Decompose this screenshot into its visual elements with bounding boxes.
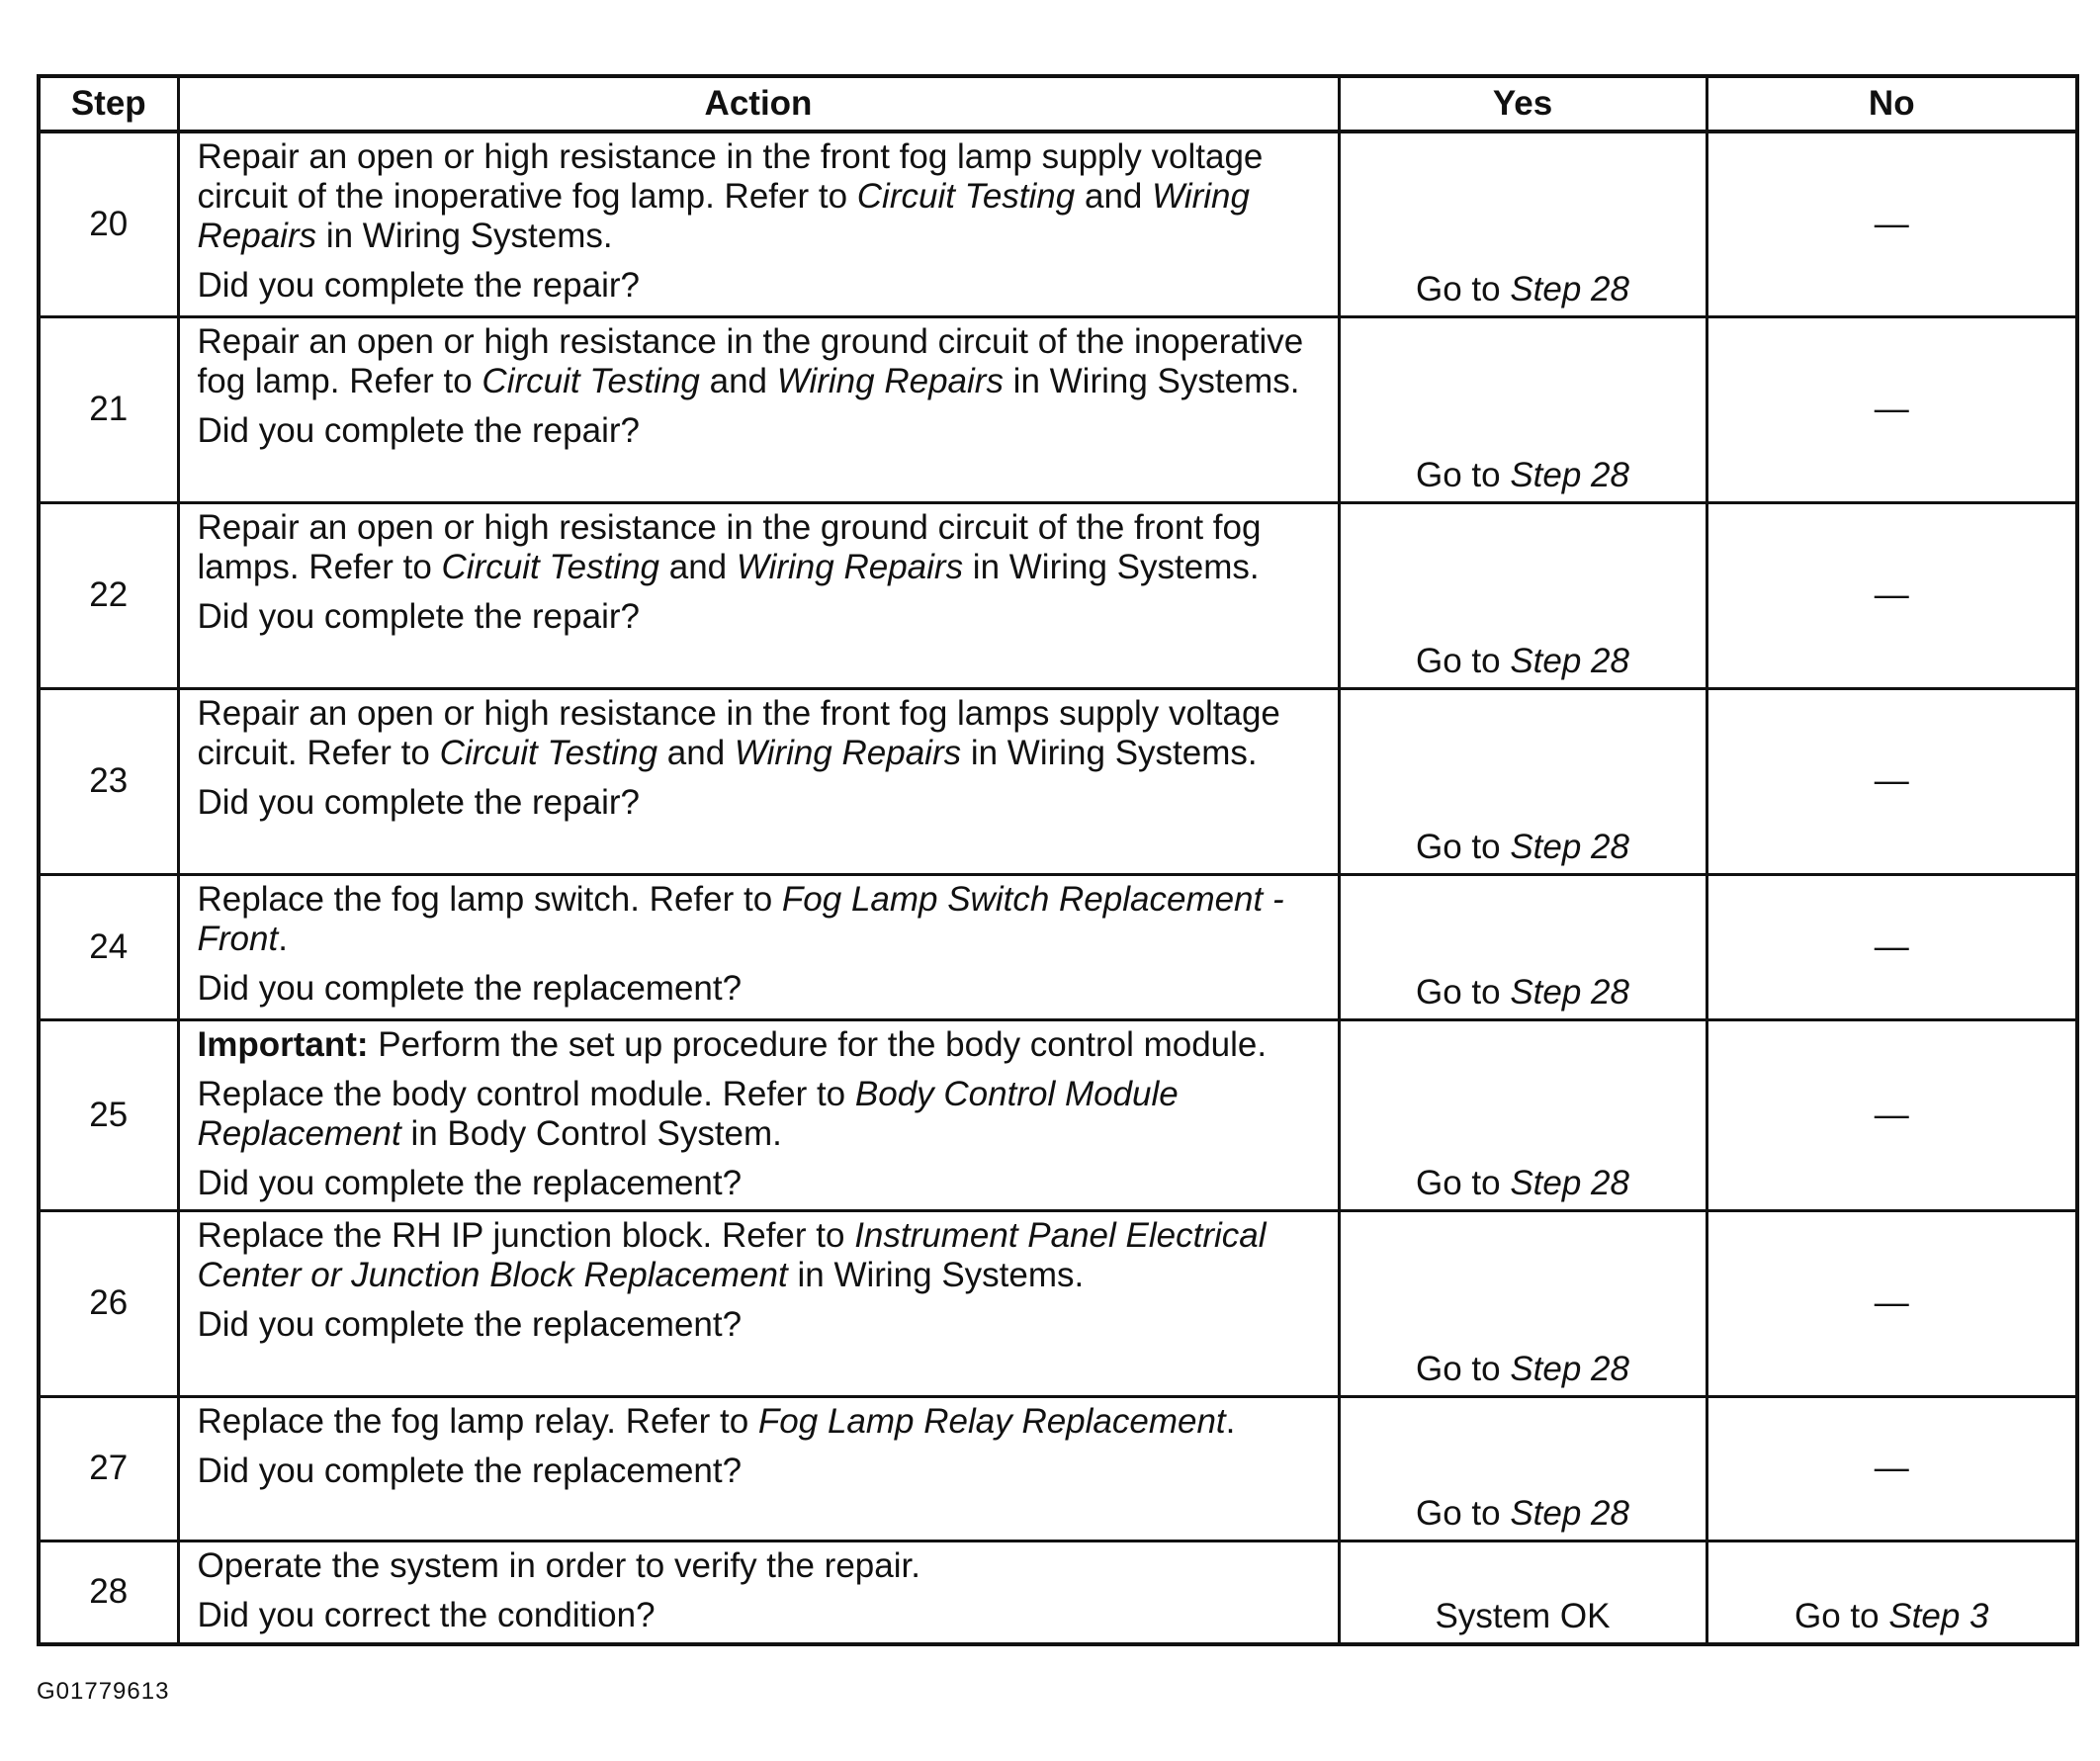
reference-title: Fog Lamp Switch Replacement - Front bbox=[197, 879, 1284, 958]
no-result bbox=[1706, 316, 2077, 502]
no-dash: — bbox=[1874, 204, 1909, 243]
action-text: Replace the body control module. Refer to bbox=[197, 1074, 855, 1113]
yes-prefix: Go to bbox=[1416, 1163, 1511, 1202]
step-number: 25 bbox=[39, 1019, 178, 1210]
yes-result bbox=[1339, 132, 1706, 316]
step-number: 20 bbox=[39, 132, 178, 316]
no-dash: — bbox=[1874, 1095, 1909, 1134]
reference-title: Circuit Testing bbox=[441, 547, 660, 586]
table-header-row bbox=[39, 76, 2077, 132]
step-number: 28 bbox=[39, 1541, 178, 1644]
no-result bbox=[1706, 132, 2077, 316]
no-result bbox=[1706, 502, 2077, 688]
yes-prefix: Go to bbox=[1416, 269, 1511, 308]
no-prefix: Go to bbox=[1794, 1597, 1889, 1635]
action-text: Repair an open or high resistance in the front fog lamp supply voltage circuit of the inoperative fog lamp. Refer to bbox=[197, 137, 1264, 216]
action-instruction bbox=[198, 880, 1326, 959]
yes-result bbox=[1339, 316, 1706, 502]
reference-title: Instrument Panel Electrical Center or Junction Block Replacement bbox=[197, 1215, 1267, 1294]
yes-prefix: Go to bbox=[1416, 827, 1511, 866]
no-result bbox=[1706, 1019, 2077, 1210]
action-cell bbox=[178, 874, 1339, 1019]
step-number: 23 bbox=[39, 688, 178, 874]
important-text: Perform the set up procedure for the body control module. bbox=[368, 1024, 1268, 1064]
header-action: Action bbox=[178, 76, 1339, 132]
no-result bbox=[1706, 1541, 2077, 1644]
yes-step-ref: Step 28 bbox=[1510, 641, 1629, 680]
action-text: Repair an open or high resistance in the ground circuit of the front fog lamps. Refer to bbox=[197, 507, 1262, 586]
yes-result bbox=[1339, 1541, 1706, 1644]
no-dash: — bbox=[1874, 575, 1909, 614]
diagnostic-table bbox=[37, 74, 2079, 1646]
yes-step-ref: Step 28 bbox=[1510, 269, 1629, 308]
action-text: Operate the system in order to verify the repair. bbox=[197, 1545, 920, 1585]
action-instruction bbox=[198, 137, 1326, 256]
action-text: in Wiring Systems. bbox=[787, 1255, 1085, 1294]
action-instruction bbox=[198, 1402, 1326, 1442]
action-cell bbox=[178, 502, 1339, 688]
step-number: 26 bbox=[39, 1210, 178, 1396]
action-question: Did you complete the repair? bbox=[197, 782, 640, 822]
action-text: Replace the RH IP junction block. Refer to bbox=[197, 1215, 855, 1255]
action-instruction bbox=[198, 694, 1326, 773]
action-cell bbox=[178, 1396, 1339, 1541]
action-question: Did you complete the repair? bbox=[197, 596, 640, 636]
action-question: Did you complete the replacement? bbox=[197, 1304, 743, 1344]
action-text: Replace the fog lamp relay. Refer to bbox=[197, 1401, 758, 1441]
reference-title: Fog Lamp Relay Replacement bbox=[757, 1401, 1226, 1441]
header-step: Step bbox=[39, 76, 178, 132]
action-text: in Wiring Systems. bbox=[961, 733, 1258, 772]
important-label: Important: bbox=[197, 1024, 369, 1064]
reference-title: Body Control Module Replacement bbox=[197, 1074, 1179, 1153]
yes-result bbox=[1339, 1210, 1706, 1396]
no-result bbox=[1706, 874, 2077, 1019]
reference-title: Circuit Testing bbox=[439, 733, 658, 772]
step-number: 24 bbox=[39, 874, 178, 1019]
no-result bbox=[1706, 1210, 2077, 1396]
action-text: in Body Control System. bbox=[400, 1113, 782, 1153]
yes-prefix: Go to bbox=[1416, 1493, 1511, 1533]
action-question: Did you complete the replacement? bbox=[197, 968, 743, 1008]
reference-title: Wiring Repairs bbox=[736, 547, 964, 586]
yes-result bbox=[1339, 1019, 1706, 1210]
yes-result bbox=[1339, 874, 1706, 1019]
table-row bbox=[39, 316, 2077, 502]
table-row bbox=[39, 132, 2077, 316]
table-row bbox=[39, 874, 2077, 1019]
yes-prefix: Go to bbox=[1416, 972, 1511, 1012]
no-dash: — bbox=[1874, 1283, 1909, 1322]
reference-title: Wiring Repairs bbox=[734, 733, 962, 772]
no-dash: — bbox=[1874, 1449, 1909, 1487]
step-number: 22 bbox=[39, 502, 178, 688]
step-number: 21 bbox=[39, 316, 178, 502]
action-cell bbox=[178, 316, 1339, 502]
no-step-ref: Step 3 bbox=[1888, 1597, 1989, 1635]
action-instruction bbox=[198, 322, 1326, 401]
table-body bbox=[39, 132, 2077, 1644]
action-text: in Wiring Systems. bbox=[1003, 361, 1300, 400]
action-question: Did you complete the repair? bbox=[197, 266, 640, 305]
action-instruction bbox=[198, 1546, 1326, 1586]
step-number: 27 bbox=[39, 1396, 178, 1541]
yes-prefix: Go to bbox=[1416, 1349, 1511, 1388]
table-row bbox=[39, 502, 2077, 688]
action-text: and bbox=[659, 547, 737, 586]
action-cell bbox=[178, 1541, 1339, 1644]
header-no: No bbox=[1706, 76, 2077, 132]
reference-title: Wiring Repairs bbox=[776, 361, 1004, 400]
action-question: Did you correct the condition? bbox=[197, 1595, 656, 1634]
figure-id: G01779613 bbox=[37, 1678, 170, 1705]
reference-title: Circuit Testing bbox=[856, 177, 1076, 216]
no-dash: — bbox=[1874, 390, 1909, 428]
reference-title: Circuit Testing bbox=[481, 361, 700, 400]
action-text: . bbox=[1225, 1401, 1236, 1441]
action-text: in Wiring Systems. bbox=[316, 217, 613, 255]
action-text: in Wiring Systems. bbox=[963, 547, 1260, 586]
action-text: Replace the fog lamp switch. Refer to bbox=[197, 879, 782, 919]
action-instruction bbox=[198, 1075, 1326, 1154]
no-result bbox=[1706, 688, 2077, 874]
action-question: Did you complete the replacement? bbox=[197, 1451, 743, 1490]
reference-title: Wiring Repairs bbox=[197, 177, 1250, 255]
yes-result bbox=[1339, 502, 1706, 688]
action-text: and bbox=[1075, 177, 1153, 216]
yes-step-ref: Step 28 bbox=[1510, 1349, 1629, 1388]
table-row bbox=[39, 1541, 2077, 1644]
yes-step-ref: Step 28 bbox=[1510, 1493, 1629, 1533]
action-question: Did you complete the replacement? bbox=[197, 1163, 743, 1202]
action-text: . bbox=[278, 919, 288, 958]
table-row bbox=[39, 1210, 2077, 1396]
action-text: Repair an open or high resistance in the front fog lamps supply voltage circuit. Refer to bbox=[197, 693, 1280, 772]
action-cell bbox=[178, 688, 1339, 874]
action-question: Did you complete the repair? bbox=[197, 410, 640, 450]
header-yes: Yes bbox=[1339, 76, 1706, 132]
yes-prefix: System OK bbox=[1435, 1597, 1611, 1635]
action-cell bbox=[178, 132, 1339, 316]
yes-result bbox=[1339, 688, 1706, 874]
action-instruction bbox=[198, 1216, 1326, 1295]
table-row bbox=[39, 688, 2077, 874]
table-row bbox=[39, 1396, 2077, 1541]
table-row bbox=[39, 1019, 2077, 1210]
no-dash: — bbox=[1874, 761, 1909, 800]
action-instruction bbox=[198, 508, 1326, 587]
yes-step-ref: Step 28 bbox=[1510, 455, 1629, 494]
yes-result bbox=[1339, 1396, 1706, 1541]
action-cell bbox=[178, 1019, 1339, 1210]
action-text: and bbox=[657, 733, 735, 772]
yes-prefix: Go to bbox=[1416, 455, 1511, 494]
yes-step-ref: Step 28 bbox=[1510, 827, 1629, 866]
action-text: and bbox=[699, 361, 777, 400]
important-note bbox=[198, 1025, 1326, 1065]
yes-step-ref: Step 28 bbox=[1510, 1163, 1629, 1202]
no-result bbox=[1706, 1396, 2077, 1541]
yes-prefix: Go to bbox=[1416, 641, 1511, 680]
action-cell bbox=[178, 1210, 1339, 1396]
yes-step-ref: Step 28 bbox=[1510, 972, 1629, 1012]
no-dash: — bbox=[1874, 926, 1909, 966]
action-text: Repair an open or high resistance in the ground circuit of the inoperative fog lamp. Refer to bbox=[197, 321, 1304, 400]
